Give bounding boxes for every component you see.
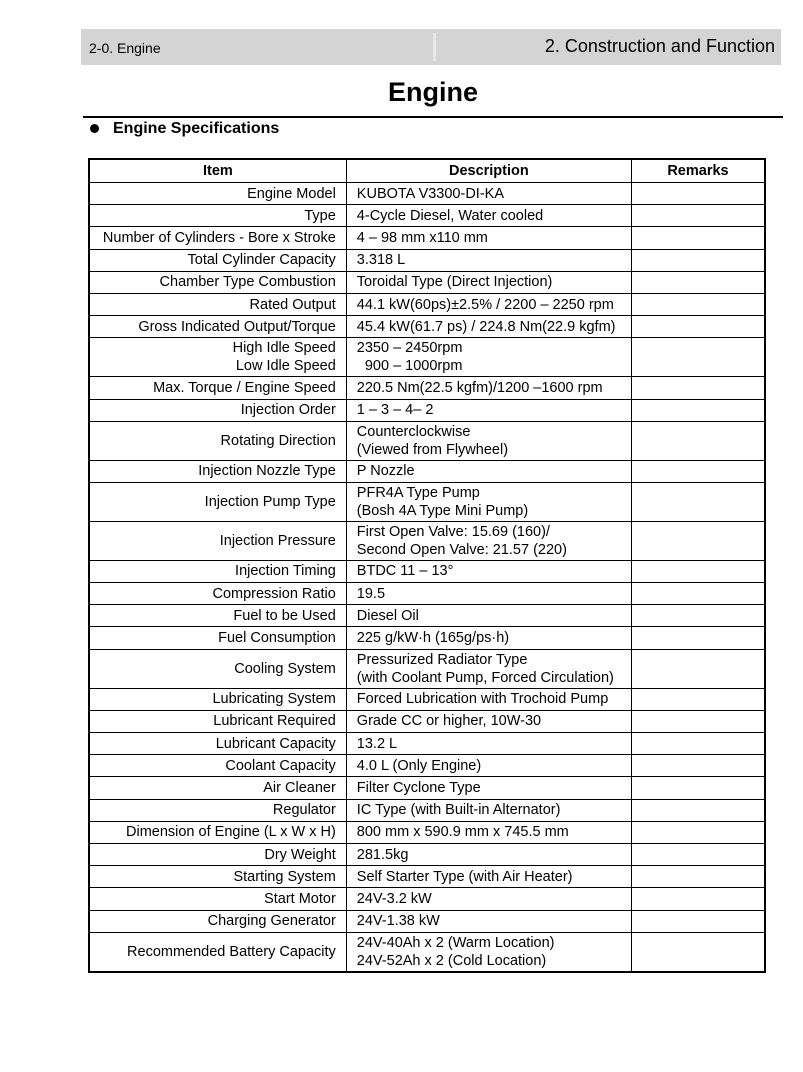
table-row <box>89 560 765 582</box>
table-row <box>89 583 765 605</box>
table-row <box>89 205 765 227</box>
description-cell <box>346 688 631 710</box>
remarks-cell <box>631 627 765 649</box>
table-row <box>89 421 765 460</box>
column-header-item: Item <box>89 159 346 183</box>
item-cell <box>89 271 346 293</box>
table-row <box>89 521 765 560</box>
remarks-cell <box>631 205 765 227</box>
section-label: 2-0. Engine <box>89 40 161 56</box>
description-text: 4.0 L (Only Engine) <box>356 757 482 774</box>
item-text: Dry Weight <box>264 846 336 863</box>
description-text: (with Coolant Pump, Forced Circulation) <box>356 669 614 686</box>
description-cell <box>346 888 631 910</box>
description-cell <box>346 482 631 521</box>
description-text: Second Open Valve: 21.57 (220) <box>356 541 567 558</box>
item-cell <box>89 583 346 605</box>
item-text: Cooling System <box>234 660 336 677</box>
spec-table-body <box>89 183 765 972</box>
description-text: P Nozzle <box>356 463 415 480</box>
item-text: Engine Model <box>247 185 336 202</box>
item-text: High Idle Speed <box>232 340 336 357</box>
item-cell <box>89 649 346 688</box>
item-text: Low Idle Speed <box>235 358 336 375</box>
description-text: 13.2 L <box>356 735 398 752</box>
item-text: Lubricant Capacity <box>215 735 336 752</box>
table-row <box>89 249 765 271</box>
description-cell <box>346 932 631 972</box>
remarks-cell <box>631 910 765 932</box>
table-row <box>89 688 765 710</box>
table-row <box>89 777 765 799</box>
item-text: Chamber Type Combustion <box>159 274 336 291</box>
remarks-cell <box>631 293 765 315</box>
table-row <box>89 338 765 377</box>
remarks-cell <box>631 421 765 460</box>
remarks-cell <box>631 843 765 865</box>
remarks-cell <box>631 271 765 293</box>
table-row <box>89 910 765 932</box>
description-cell <box>346 649 631 688</box>
description-text: 2350 – 2450rpm <box>356 340 463 357</box>
table-row <box>89 799 765 821</box>
item-text: Total Cylinder Capacity <box>187 252 336 269</box>
table-row <box>89 627 765 649</box>
table-header-row <box>89 159 765 183</box>
description-text: (Bosh 4A Type Mini Pump) <box>356 502 529 519</box>
description-cell <box>346 733 631 755</box>
description-cell <box>346 910 631 932</box>
item-cell <box>89 688 346 710</box>
item-cell <box>89 293 346 315</box>
table-row <box>89 460 765 482</box>
item-cell <box>89 799 346 821</box>
item-text: Regulator <box>272 802 336 819</box>
remarks-cell <box>631 733 765 755</box>
remarks-cell <box>631 377 765 399</box>
item-cell <box>89 205 346 227</box>
table-row <box>89 293 765 315</box>
description-cell <box>346 377 631 399</box>
table-row <box>89 649 765 688</box>
table-row <box>89 866 765 888</box>
item-text: Compression Ratio <box>212 585 336 602</box>
description-cell <box>346 421 631 460</box>
description-text: IC Type (with Built-in Alternator) <box>356 802 561 819</box>
item-text: Start Motor <box>264 890 336 907</box>
table-row <box>89 271 765 293</box>
remarks-cell <box>631 755 765 777</box>
item-cell <box>89 910 346 932</box>
item-cell <box>89 821 346 843</box>
remarks-cell <box>631 777 765 799</box>
description-text: 4-Cycle Diesel, Water cooled <box>356 207 544 224</box>
description-text: 19.5 <box>356 585 386 602</box>
item-cell <box>89 932 346 972</box>
item-text: Coolant Capacity <box>225 757 336 774</box>
description-text: Counterclockwise <box>356 423 471 440</box>
description-cell <box>346 293 631 315</box>
description-text: 800 mm x 590.9 mm x 745.5 mm <box>356 824 569 841</box>
item-cell <box>89 521 346 560</box>
description-cell <box>346 843 631 865</box>
description-cell <box>346 710 631 732</box>
item-cell <box>89 560 346 582</box>
description-text: 44.1 kW(60ps)±2.5% / 2200 – 2250 rpm <box>356 296 614 313</box>
description-text: Filter Cyclone Type <box>356 779 481 796</box>
remarks-cell <box>631 888 765 910</box>
table-row <box>89 733 765 755</box>
description-text: (Viewed from Flywheel) <box>356 441 509 458</box>
item-cell <box>89 377 346 399</box>
item-text: Fuel Consumption <box>218 630 336 647</box>
item-text: Fuel to be Used <box>233 607 336 624</box>
remarks-cell <box>631 688 765 710</box>
item-text: Charging Generator <box>207 913 336 930</box>
item-text: Lubricating System <box>212 691 336 708</box>
item-cell <box>89 866 346 888</box>
item-text: Dimension of Engine (L x W x H) <box>126 824 336 841</box>
remarks-cell <box>631 821 765 843</box>
table-row <box>89 755 765 777</box>
description-cell <box>346 799 631 821</box>
remarks-cell <box>631 249 765 271</box>
description-text: 220.5 Nm(22.5 kgfm)/1200 –1600 rpm <box>356 379 603 396</box>
description-cell <box>346 460 631 482</box>
description-text: 1 – 3 – 4– 2 <box>356 402 434 419</box>
column-header-description: Description <box>346 159 631 183</box>
remarks-cell <box>631 460 765 482</box>
item-cell <box>89 227 346 249</box>
item-text: Rotating Direction <box>220 432 336 449</box>
remarks-cell <box>631 799 765 821</box>
item-cell <box>89 338 346 377</box>
description-cell <box>346 205 631 227</box>
item-cell <box>89 460 346 482</box>
table-row <box>89 888 765 910</box>
table-row <box>89 377 765 399</box>
description-text: Forced Lubrication with Trochoid Pump <box>356 691 609 708</box>
description-text: 24V-40Ah x 2 (Warm Location) <box>356 934 555 951</box>
remarks-cell <box>631 605 765 627</box>
item-text: Number of Cylinders - Bore x Stroke <box>102 229 336 246</box>
description-text: 24V-52Ah x 2 (Cold Location) <box>356 952 547 969</box>
item-cell <box>89 316 346 338</box>
description-cell <box>346 249 631 271</box>
remarks-cell <box>631 932 765 972</box>
table-row <box>89 482 765 521</box>
page-header <box>81 29 781 65</box>
table-row <box>89 710 765 732</box>
remarks-cell <box>631 482 765 521</box>
description-text: BTDC 11 – 13° <box>356 563 454 580</box>
description-cell <box>346 183 631 205</box>
column-header-remarks: Remarks <box>631 159 765 183</box>
item-text: Injection Pump Type <box>204 493 336 510</box>
remarks-cell <box>631 710 765 732</box>
item-cell <box>89 249 346 271</box>
description-text: First Open Valve: 15.69 (160)/ <box>356 523 550 540</box>
remarks-cell <box>631 583 765 605</box>
item-cell <box>89 888 346 910</box>
description-cell <box>346 583 631 605</box>
item-text: Rated Output <box>249 296 336 313</box>
description-text: KUBOTA V3300-DI-KA <box>356 185 504 202</box>
chapter-label: 2. Construction and Function <box>544 36 775 56</box>
item-text: Lubricant Required <box>213 713 336 730</box>
remarks-cell <box>631 649 765 688</box>
item-cell <box>89 710 346 732</box>
remarks-cell <box>631 521 765 560</box>
remarks-cell <box>631 866 765 888</box>
table-row <box>89 227 765 249</box>
item-cell <box>89 421 346 460</box>
item-cell <box>89 482 346 521</box>
description-cell <box>346 227 631 249</box>
remarks-cell <box>631 338 765 377</box>
spec-table <box>88 158 766 973</box>
remarks-cell <box>631 227 765 249</box>
item-cell <box>89 755 346 777</box>
description-cell <box>346 605 631 627</box>
description-cell <box>346 755 631 777</box>
table-row <box>89 316 765 338</box>
description-cell <box>346 627 631 649</box>
description-cell <box>346 338 631 377</box>
table-row <box>89 932 765 972</box>
description-cell <box>346 316 631 338</box>
title-rule <box>83 116 783 118</box>
remarks-cell <box>631 399 765 421</box>
description-text: 24V-3.2 kW <box>356 890 432 907</box>
table-row <box>89 399 765 421</box>
description-text: Grade CC or higher, 10W-30 <box>356 713 542 730</box>
description-cell <box>346 521 631 560</box>
item-cell <box>89 777 346 799</box>
item-text: Injection Nozzle Type <box>198 463 336 480</box>
description-text: 3.318 L <box>356 252 406 269</box>
item-text: Air Cleaner <box>263 779 336 796</box>
remarks-cell <box>631 560 765 582</box>
item-text: Injection Pressure <box>219 532 336 549</box>
item-text: Type <box>304 207 336 224</box>
table-row <box>89 183 765 205</box>
item-text: Starting System <box>233 868 336 885</box>
description-text: 225 g/kW·h (165g/ps·h) <box>356 630 510 647</box>
item-cell <box>89 183 346 205</box>
item-text: Injection Order <box>240 402 336 419</box>
description-cell <box>346 866 631 888</box>
header-divider <box>433 33 436 61</box>
item-text: Gross Indicated Output/Torque <box>138 318 336 335</box>
item-text: Max. Torque / Engine Speed <box>153 379 336 396</box>
item-cell <box>89 627 346 649</box>
description-text: 281.5kg <box>356 846 409 863</box>
description-text: 4 – 98 mm x110 mm <box>356 229 488 246</box>
item-text: Injection Timing <box>235 563 336 580</box>
description-cell <box>346 821 631 843</box>
section-subtitle: Engine Specifications <box>113 120 280 137</box>
description-text: Self Starter Type (with Air Heater) <box>356 868 573 885</box>
item-cell <box>89 843 346 865</box>
table-row <box>89 605 765 627</box>
description-text: Pressurized Radiator Type <box>356 651 528 668</box>
description-text: Diesel Oil <box>356 607 419 624</box>
description-text: PFR4A Type Pump <box>356 484 480 501</box>
item-cell <box>89 733 346 755</box>
bullet-icon <box>90 124 99 133</box>
description-cell <box>346 560 631 582</box>
description-text: 900 – 1000rpm <box>356 358 463 375</box>
page-title: Engine <box>387 77 478 107</box>
remarks-cell <box>631 316 765 338</box>
description-text: 24V-1.38 kW <box>356 913 440 930</box>
description-text: Toroidal Type (Direct Injection) <box>356 274 553 291</box>
description-text: 45.4 kW(61.7 ps) / 224.8 Nm(22.9 kgfm) <box>356 318 616 335</box>
description-cell <box>346 271 631 293</box>
remarks-cell <box>631 183 765 205</box>
table-row <box>89 821 765 843</box>
table-row <box>89 843 765 865</box>
item-cell <box>89 605 346 627</box>
item-cell <box>89 399 346 421</box>
description-cell <box>346 777 631 799</box>
item-text: Recommended Battery Capacity <box>127 943 336 960</box>
description-cell <box>346 399 631 421</box>
